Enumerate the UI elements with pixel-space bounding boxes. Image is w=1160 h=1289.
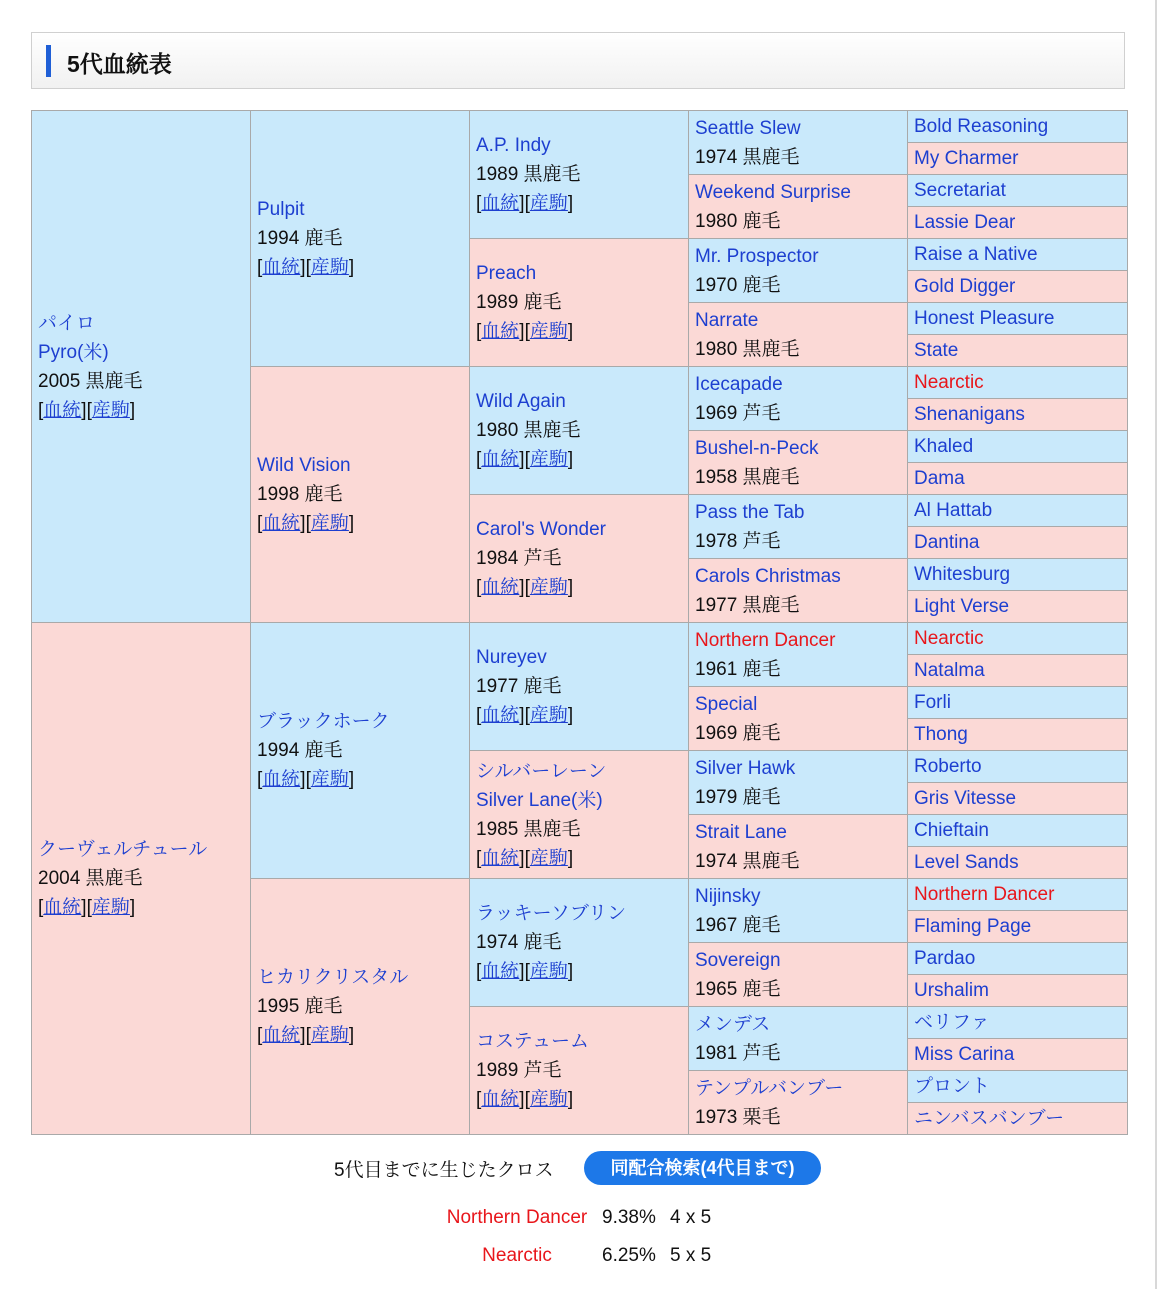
pedigree-cell-gen4: [689, 1071, 908, 1135]
horse-links: [血統][産駒]: [476, 449, 574, 470]
horse-name-link[interactable]: Pass the Tab: [695, 501, 805, 523]
pedigree-cell-gen5: [908, 367, 1128, 399]
pedigree-cell-gen5: [908, 303, 1128, 335]
offspring-link[interactable]: 産駒: [310, 769, 349, 790]
pedigree-cell-gen5: [908, 751, 1128, 783]
horse-name-link[interactable]: Gold Digger: [914, 275, 1016, 297]
horse-links: [血統][産駒]: [476, 705, 574, 726]
horse-year-color: 2004 黒鹿毛: [38, 868, 143, 889]
pedigree-cell-gen5: [908, 495, 1128, 527]
horse-name-link[interactable]: Thong: [914, 723, 968, 745]
horse-year-color: 1969 鹿毛: [695, 722, 781, 744]
horse-year-color: 1958 黒鹿毛: [695, 466, 800, 488]
horse-year-color: 1978 芦毛: [695, 530, 781, 552]
horse-name-link[interactable]: Honest Pleasure: [914, 307, 1055, 329]
pedigree-cell-gen5: [908, 1071, 1128, 1103]
horse-name-link[interactable]: Nureyev: [476, 647, 547, 668]
pedigree-cell-gen4: [689, 239, 908, 303]
cross-section-label: 5代目までに生じたクロス: [334, 1160, 554, 1181]
pedigree-cell-gen4: [689, 111, 908, 175]
pedigree-cell-gen4: [689, 175, 908, 239]
pedigree-table: [31, 110, 1128, 1135]
pedigree-link[interactable]: 血統: [481, 705, 520, 726]
offspring-link[interactable]: 産駒: [310, 257, 349, 278]
horse-name-link[interactable]: Natalma: [914, 659, 985, 681]
horse-name-link[interactable]: Roberto: [914, 755, 982, 777]
horse-year-color: 1980 黒鹿毛: [695, 338, 800, 360]
horse-name-link[interactable]: Bold Reasoning: [914, 115, 1049, 137]
pedigree-cell-gen5: [908, 271, 1128, 303]
horse-name-link[interactable]: Raise a Native: [914, 243, 1038, 265]
pedigree-cell-gen5: [908, 1103, 1128, 1135]
pedigree-cell-gen4: [689, 559, 908, 623]
pedigree-cell-gen2: [251, 879, 470, 1135]
pedigree-link[interactable]: 血統: [43, 897, 82, 918]
horse-name-link[interactable]: Weekend Surprise: [695, 181, 851, 203]
horse-name-link[interactable]: コステューム: [476, 1031, 590, 1052]
horse-year-color: 1981 芦毛: [695, 1042, 781, 1064]
pedigree-cell-gen4: [689, 431, 908, 495]
pedigree-cell-gen5: [908, 911, 1128, 943]
horse-year-color: 1965 鹿毛: [695, 978, 781, 1000]
pedigree-cell-gen5: [908, 591, 1128, 623]
offspring-link[interactable]: 産駒: [529, 961, 568, 982]
horse-name-link[interactable]: Icecapade: [695, 373, 783, 395]
cross-horse-name-link[interactable]: Nearctic: [482, 1245, 552, 1266]
cross-percent: 9.38%: [602, 1207, 656, 1228]
pedigree-link[interactable]: 血統: [481, 1089, 520, 1110]
horse-name-link[interactable]: Narrate: [695, 309, 759, 331]
same-mating-search-button[interactable]: 同配合検索(4代目まで): [584, 1151, 821, 1185]
pedigree-cell-gen4: [689, 943, 908, 1007]
pedigree-row: [32, 111, 1128, 143]
horse-name-link[interactable]: Bushel-n-Peck: [695, 437, 819, 459]
cross-horse-name-link[interactable]: Northern Dancer: [446, 1207, 588, 1228]
horse-links: [血統][産駒]: [257, 1025, 355, 1046]
horse-links: [血統][産駒]: [476, 1089, 574, 1110]
horse-name-link[interactable]: Urshalim: [914, 979, 989, 1001]
pedigree-link[interactable]: 血統: [262, 1025, 301, 1046]
horse-links: [血統][産駒]: [476, 577, 574, 598]
cross-generation: 5 x 5: [670, 1245, 712, 1266]
horse-name-link[interactable]: パイロ: [38, 312, 96, 334]
offspring-link[interactable]: 産駒: [310, 513, 349, 534]
pedigree-cell-gen4: [689, 495, 908, 559]
cross-generation: 4 x 5: [670, 1207, 712, 1228]
pedigree-cell-gen5: [908, 1007, 1128, 1039]
horse-year-color: 1977 鹿毛: [476, 676, 562, 697]
pedigree-cell-gen5: [908, 943, 1128, 975]
pedigree-link[interactable]: 血統: [481, 449, 520, 470]
pedigree-cell-gen3: [470, 239, 689, 367]
horse-year-color: 1989 黒鹿毛: [476, 164, 581, 185]
offspring-link[interactable]: 産駒: [529, 847, 568, 869]
horse-year-color: 1979 鹿毛: [695, 786, 781, 808]
horse-name-link[interactable]: My Charmer: [914, 147, 1019, 169]
horse-name-link[interactable]: Nijinsky: [695, 885, 761, 907]
pedigree-cell-gen3: [470, 1007, 689, 1135]
page-scrollbar-edge: [1155, 0, 1157, 1289]
horse-name-link[interactable]: Chieftain: [914, 819, 989, 841]
pedigree-cell-gen4: [689, 367, 908, 431]
pedigree-cell-gen5: [908, 975, 1128, 1007]
offspring-link[interactable]: 産駒: [529, 193, 568, 214]
pedigree-cell-gen5: [908, 463, 1128, 495]
offspring-link[interactable]: 産駒: [529, 449, 568, 470]
pedigree-cell-gen5: [908, 783, 1128, 815]
horse-year-color: 1980 鹿毛: [695, 210, 781, 232]
section-header: [31, 32, 1125, 89]
pedigree-cell-gen5: [908, 687, 1128, 719]
horse-name-link[interactable]: Seattle Slew: [695, 117, 801, 139]
horse-name-link[interactable]: テンプルバンブー: [695, 1077, 844, 1099]
pedigree-cell-gen5: [908, 559, 1128, 591]
pedigree-cell-gen5: [908, 879, 1128, 911]
pedigree-cell-gen5: [908, 1039, 1128, 1071]
horse-year-color: 1994 鹿毛: [257, 228, 343, 249]
pedigree-link[interactable]: 血統: [262, 769, 301, 790]
horse-name-link[interactable]: ラッキーソブリン: [476, 903, 627, 924]
pedigree-cell-gen3: [470, 879, 689, 1007]
horse-year-color: 1973 栗毛: [695, 1106, 781, 1128]
horse-name-link[interactable]: A.P. Indy: [476, 135, 551, 156]
offspring-link[interactable]: 産駒: [91, 897, 130, 918]
horse-name-link[interactable]: Pardao: [914, 947, 976, 969]
pedigree-cell-gen3: [470, 495, 689, 623]
horse-name-link[interactable]: Gris Vitesse: [914, 787, 1017, 809]
pedigree-link[interactable]: 血統: [481, 193, 520, 214]
pedigree-cell-gen4: [689, 879, 908, 943]
horse-links: [血統][産駒]: [257, 513, 355, 534]
offspring-link[interactable]: 産駒: [529, 705, 568, 726]
offspring-link[interactable]: 産駒: [529, 1089, 568, 1110]
horse-name-link[interactable]: プロント: [914, 1075, 991, 1097]
horse-name-link[interactable]: Preach: [476, 263, 537, 284]
horse-name-link[interactable]: Strait Lane: [695, 821, 787, 843]
horse-name-link[interactable]: Northern Dancer: [695, 629, 836, 651]
horse-year-color: 1974 黒鹿毛: [695, 850, 800, 872]
horse-name-link[interactable]: Lassie Dear: [914, 211, 1016, 233]
horse-year-color: 1998 鹿毛: [257, 484, 343, 505]
horse-year-color: 1974 鹿毛: [476, 932, 562, 953]
pedigree-cell-gen5: [908, 847, 1128, 879]
horse-name-link[interactable]: State: [914, 339, 959, 361]
horse-links: [血統][産駒]: [38, 897, 136, 918]
horse-alt-name-link[interactable]: Silver Lane(米): [476, 789, 603, 811]
horse-year-color: 1977 黒鹿毛: [695, 594, 800, 616]
horse-name-link[interactable]: ベリファ: [914, 1011, 990, 1033]
pedigree-cell-gen5: [908, 335, 1128, 367]
pedigree-cell-gen4: [689, 1007, 908, 1071]
horse-name-link[interactable]: Nearctic: [914, 371, 984, 393]
pedigree-cell-gen2: [251, 367, 470, 623]
horse-name-link[interactable]: シルバーレーン: [476, 760, 607, 782]
pedigree-cell-gen5: [908, 527, 1128, 559]
horse-name-link[interactable]: Pulpit: [257, 199, 305, 220]
horse-year-color: 1961 鹿毛: [695, 658, 781, 680]
horse-name-link[interactable]: ニンバスバンブー: [914, 1107, 1065, 1129]
pedigree-cell-gen5: [908, 431, 1128, 463]
horse-name-link[interactable]: Carols Christmas: [695, 565, 841, 587]
pedigree-link[interactable]: 血統: [481, 577, 520, 598]
pedigree-cell-gen3: [470, 751, 689, 879]
horse-name-link[interactable]: Silver Hawk: [695, 757, 796, 779]
cross-percent: 6.25%: [602, 1245, 656, 1266]
horse-name-link[interactable]: ブラックホーク: [257, 711, 390, 732]
horse-year-color: 1989 鹿毛: [476, 292, 562, 313]
pedigree-cell-gen5: [908, 239, 1128, 271]
horse-year-color: 1989 芦毛: [476, 1060, 562, 1081]
pedigree-link[interactable]: 血統: [43, 399, 82, 421]
pedigree-cell-gen5: [908, 143, 1128, 175]
horse-name-link[interactable]: クーヴェルチュール: [38, 839, 208, 860]
horse-name-link[interactable]: Special: [695, 693, 758, 715]
horse-name-link[interactable]: Forli: [914, 691, 951, 713]
pedigree-cell-gen4: [689, 687, 908, 751]
pedigree-cell-gen2: [251, 623, 470, 879]
pedigree-cell-gen5: [908, 623, 1128, 655]
horse-name-link[interactable]: Dantina: [914, 531, 980, 553]
pedigree-link[interactable]: 血統: [481, 961, 520, 982]
pedigree-cell-gen5: [908, 719, 1128, 751]
pedigree-cell-gen3: [470, 111, 689, 239]
pedigree-link[interactable]: 血統: [262, 257, 301, 278]
horse-year-color: 1969 芦毛: [695, 402, 781, 424]
horse-name-link[interactable]: メンデス: [695, 1013, 771, 1035]
horse-links: [血統][産駒]: [476, 961, 574, 982]
horse-name-link[interactable]: Khaled: [914, 435, 974, 457]
horse-year-color: 1995 鹿毛: [257, 996, 343, 1017]
horse-name-link[interactable]: Whitesburg: [914, 563, 1011, 585]
pedigree-cell-gen5: [908, 399, 1128, 431]
horse-alt-name-link[interactable]: Pyro(米): [38, 341, 109, 363]
pedigree-cell-gen1: [32, 111, 251, 623]
horse-year-color: 1980 黒鹿毛: [476, 420, 581, 441]
pedigree-row: [32, 623, 1128, 655]
horse-links: [血統][産駒]: [476, 321, 574, 342]
horse-name-link[interactable]: Level Sands: [914, 851, 1019, 873]
horse-name-link[interactable]: ヒカリクリスタル: [257, 967, 409, 988]
pedigree-cell-gen4: [689, 815, 908, 879]
pedigree-cell-gen2: [251, 111, 470, 367]
pedigree-cell-gen5: [908, 207, 1128, 239]
pedigree-link[interactable]: 血統: [481, 847, 520, 869]
pedigree-cell-gen4: [689, 751, 908, 815]
horse-name-link[interactable]: Wild Vision: [257, 455, 351, 476]
horse-links: [血統][産駒]: [257, 257, 355, 278]
horse-name-link[interactable]: Carol's Wonder: [476, 519, 606, 540]
pedigree-link[interactable]: 血統: [262, 513, 301, 534]
pedigree-cell-gen3: [470, 623, 689, 751]
horse-name-link[interactable]: Sovereign: [695, 949, 781, 971]
pedigree-cell-gen5: [908, 111, 1128, 143]
horse-links: [血統][産駒]: [476, 847, 574, 869]
horse-name-link[interactable]: Secretariat: [914, 179, 1006, 201]
section-accent-bar: [46, 45, 51, 77]
horse-year-color: 1984 芦毛: [476, 548, 562, 569]
horse-name-link[interactable]: Flaming Page: [914, 915, 1032, 937]
offspring-link[interactable]: 産駒: [529, 577, 568, 598]
horse-name-link[interactable]: Al Hattab: [914, 499, 993, 521]
horse-name-link[interactable]: Wild Again: [476, 391, 566, 412]
horse-year-color: 1985 黒鹿毛: [476, 818, 581, 840]
horse-links: [血統][産駒]: [257, 769, 355, 790]
pedigree-cell-gen5: [908, 175, 1128, 207]
pedigree-link[interactable]: 血統: [481, 321, 520, 342]
horse-name-link[interactable]: Northern Dancer: [914, 883, 1055, 905]
horse-name-link[interactable]: Light Verse: [914, 595, 1010, 617]
horse-name-link[interactable]: Mr. Prospector: [695, 245, 819, 267]
horse-year-color: 1994 鹿毛: [257, 740, 343, 761]
horse-name-link[interactable]: Nearctic: [914, 627, 984, 649]
horse-year-color: 1967 鹿毛: [695, 914, 781, 936]
pedigree-cell-gen3: [470, 367, 689, 495]
section-title: 5代血統表: [67, 51, 172, 77]
pedigree-cell-gen4: [689, 303, 908, 367]
horse-links: [血統][産駒]: [476, 193, 574, 214]
horse-year-color: 1970 鹿毛: [695, 274, 781, 296]
horse-year-color: 2005 黒鹿毛: [38, 370, 143, 392]
pedigree-cell-gen5: [908, 655, 1128, 687]
pedigree-cell-gen4: [689, 623, 908, 687]
offspring-link[interactable]: 産駒: [310, 1025, 349, 1046]
pedigree-cell-gen5: [908, 815, 1128, 847]
pedigree-cell-gen1: [32, 623, 251, 1135]
offspring-link[interactable]: 産駒: [91, 399, 130, 421]
horse-year-color: 1974 黒鹿毛: [695, 146, 800, 168]
horse-name-link[interactable]: Miss Carina: [914, 1043, 1015, 1065]
horse-name-link[interactable]: Dama: [914, 467, 965, 489]
horse-links: [血統][産駒]: [38, 399, 136, 421]
offspring-link[interactable]: 産駒: [529, 321, 568, 342]
horse-name-link[interactable]: Shenanigans: [914, 403, 1025, 425]
